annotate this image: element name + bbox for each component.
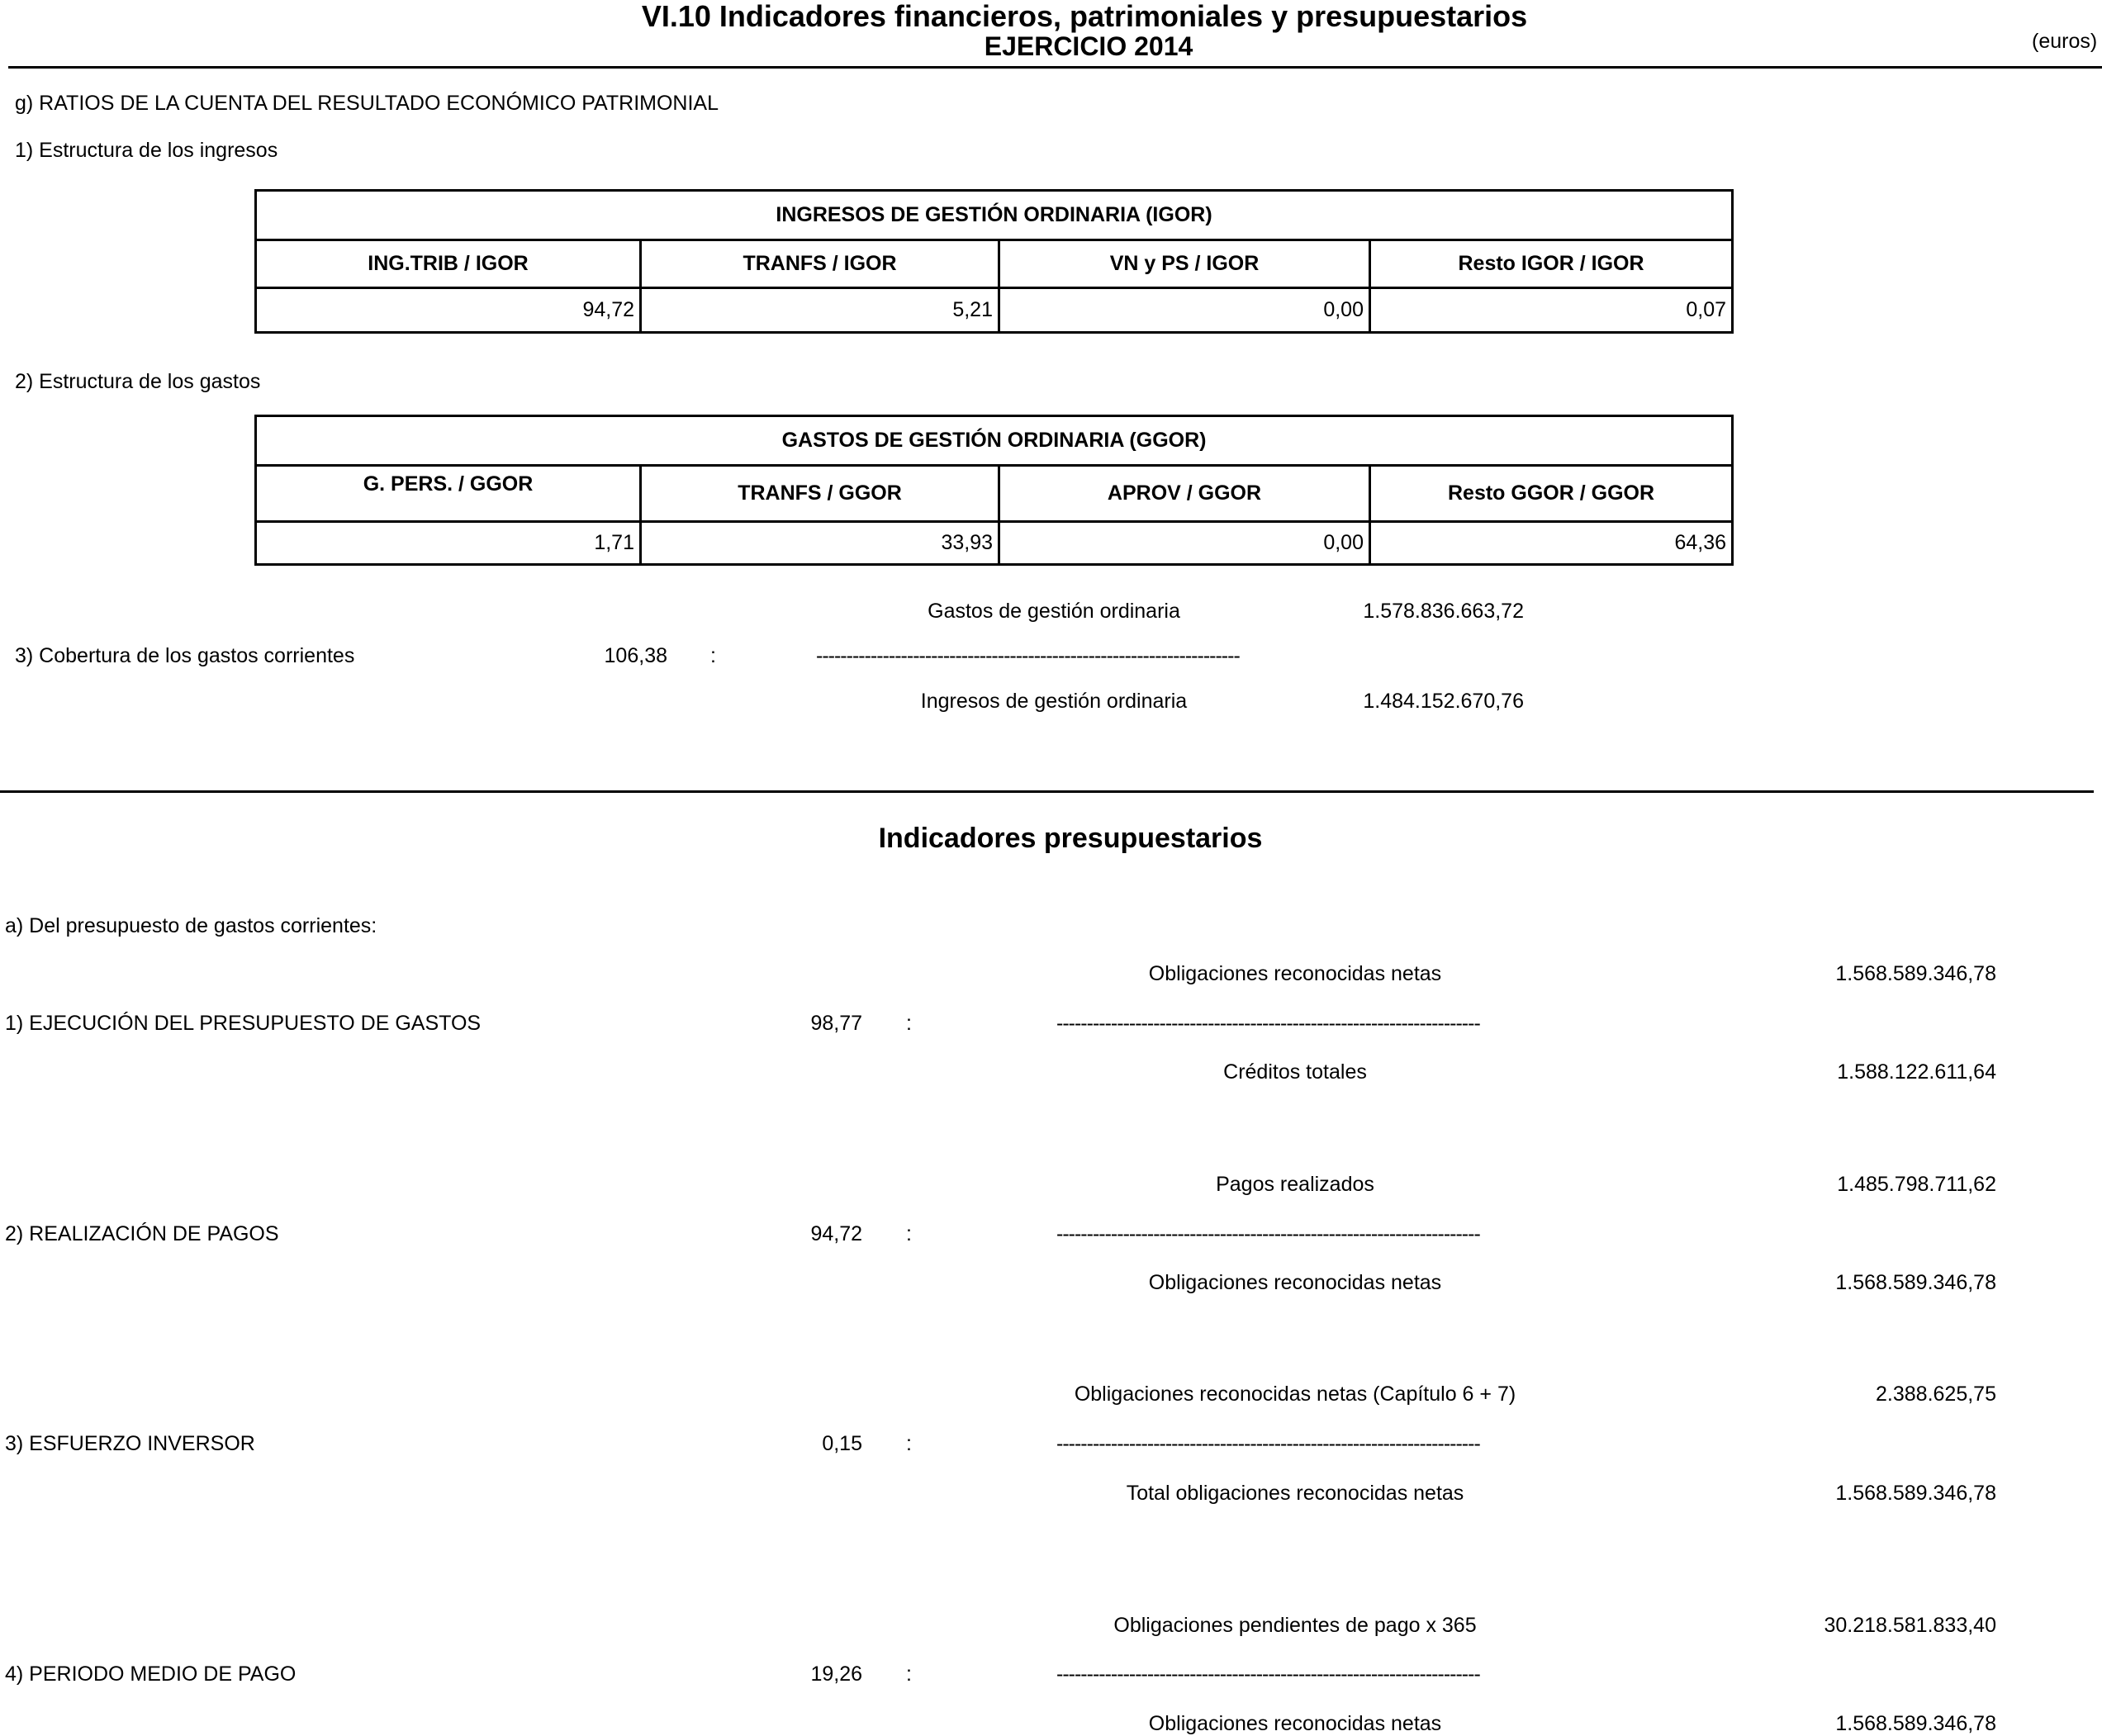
indicator-value: 98,77: [810, 1012, 862, 1035]
ingresos-col-header: ING.TRIB / IGOR: [256, 240, 641, 288]
cobertura-numerator-value: 1.578.836.663,72: [1363, 600, 1524, 623]
gastos-value-cell: 1,71: [256, 522, 641, 565]
cobertura-colon: :: [710, 644, 716, 667]
indicator-label: 3) ESFUERZO INVERSOR: [5, 1432, 255, 1455]
indicator-numerator-label: Pagos realizados: [1216, 1173, 1374, 1196]
cobertura-numerator-label: Gastos de gestión ordinaria: [928, 600, 1180, 623]
ingresos-value-cell: 0,07: [1370, 288, 1733, 333]
units-label: (euros): [2032, 30, 2098, 53]
gastos-col-header: APROV / GGOR: [999, 466, 1370, 522]
indicator-denominator-label: Obligaciones reconocidas netas: [1148, 1712, 1442, 1735]
indicator-value: 19,26: [810, 1662, 862, 1686]
indicator-label: 4) PERIODO MEDIO DE PAGO: [5, 1662, 297, 1686]
indicator-numerator-value: 30.218.581.833,40: [1824, 1614, 1996, 1637]
section-rule: [0, 790, 2094, 793]
indicator-colon: :: [906, 1662, 912, 1686]
gastos-value-cell: 0,00: [999, 522, 1370, 565]
ingresos-col-header: TRANFS / IGOR: [641, 240, 999, 288]
ingresos-label: 1) Estructura de los ingresos: [15, 139, 278, 162]
indicator-colon: :: [906, 1222, 912, 1245]
ingresos-value-cell: 5,21: [641, 288, 999, 333]
section-g-title: g) RATIOS DE LA CUENTA DEL RESULTADO ECONÓMICO PATRIMONIAL: [15, 92, 719, 115]
ingresos-table-title: INGRESOS DE GESTIÓN ORDINARIA (IGOR): [256, 191, 1733, 240]
gastos-label: 2) Estructura de los gastos: [15, 370, 261, 393]
indicator-numerator-value: 2.388.625,75: [1876, 1383, 1996, 1406]
header-rule: [8, 66, 2102, 69]
gastos-table: [254, 415, 1734, 566]
gastos-value-cell: 64,36: [1370, 522, 1733, 565]
gastos-table-title: GASTOS DE GESTIÓN ORDINARIA (GGOR): [256, 416, 1733, 466]
indicator-denominator-value: 1.588.122.611,64: [1837, 1060, 1996, 1084]
indicator-fraction-line: ----------------------------------------------------------------------: [1056, 1012, 1480, 1035]
indicator-colon: :: [906, 1012, 912, 1035]
indicator-denominator-label: Créditos totales: [1223, 1060, 1367, 1084]
presupuestarios-title: Indicadores presupuestarios: [878, 823, 1263, 854]
indicator-denominator-label: Obligaciones reconocidas netas: [1148, 1271, 1442, 1294]
indicator-value: 94,72: [810, 1222, 862, 1245]
cobertura-value: 106,38: [604, 644, 667, 667]
cobertura-denominator-value: 1.484.152.670,76: [1363, 690, 1524, 713]
indicator-fraction-line: ----------------------------------------------------------------------: [1056, 1432, 1480, 1455]
ingresos-col-header: VN y PS / IGOR: [999, 240, 1370, 288]
gastos-col-header: TRANFS / GGOR: [641, 466, 999, 522]
ingresos-value-cell: 94,72: [256, 288, 641, 333]
gastos-value-cell: 33,93: [641, 522, 999, 565]
indicator-denominator-value: 1.568.589.346,78: [1835, 1271, 1996, 1294]
indicator-numerator-value: 1.568.589.346,78: [1835, 962, 1996, 985]
indicator-numerator-label: Obligaciones pendientes de pago x 365: [1113, 1614, 1477, 1637]
indicator-value: 0,15: [822, 1432, 862, 1455]
cobertura-fraction-line: ----------------------------------------------------------------------: [816, 644, 1240, 667]
ingresos-value-cell: 0,00: [999, 288, 1370, 333]
page-title: VI.10 Indicadores financieros, patrimoniales y presupuestarios: [641, 0, 1528, 33]
indicator-numerator-value: 1.485.798.711,62: [1837, 1173, 1996, 1196]
cobertura-label: 3) Cobertura de los gastos corrientes: [15, 644, 355, 667]
indicator-fraction-line: ----------------------------------------------------------------------: [1056, 1662, 1480, 1686]
indicator-numerator-label: Obligaciones reconocidas netas (Capítulo 6 + 7): [1074, 1383, 1516, 1406]
indicator-label: 2) REALIZACIÓN DE PAGOS: [5, 1222, 279, 1245]
indicator-denominator-label: Total obligaciones reconocidas netas: [1126, 1482, 1464, 1505]
ingresos-table: [254, 189, 1734, 334]
indicator-fraction-line: ----------------------------------------------------------------------: [1056, 1222, 1480, 1245]
indicator-denominator-value: 1.568.589.346,78: [1835, 1482, 1996, 1505]
indicator-label: 1) EJECUCIÓN DEL PRESUPUESTO DE GASTOS: [5, 1012, 482, 1035]
presupuestarios-subtitle: a) Del presupuesto de gastos corrientes:: [5, 914, 377, 937]
gastos-col-header: G. PERS. / GGOR: [256, 466, 641, 522]
page-subtitle: EJERCICIO 2014: [984, 31, 1193, 61]
indicator-denominator-value: 1.568.589.346,78: [1835, 1712, 1996, 1735]
gastos-col-header: Resto GGOR / GGOR: [1370, 466, 1733, 522]
indicator-colon: :: [906, 1432, 912, 1455]
indicator-numerator-label: Obligaciones reconocidas netas: [1148, 962, 1442, 985]
ingresos-col-header: Resto IGOR / IGOR: [1370, 240, 1733, 288]
cobertura-denominator-label: Ingresos de gestión ordinaria: [920, 690, 1188, 713]
